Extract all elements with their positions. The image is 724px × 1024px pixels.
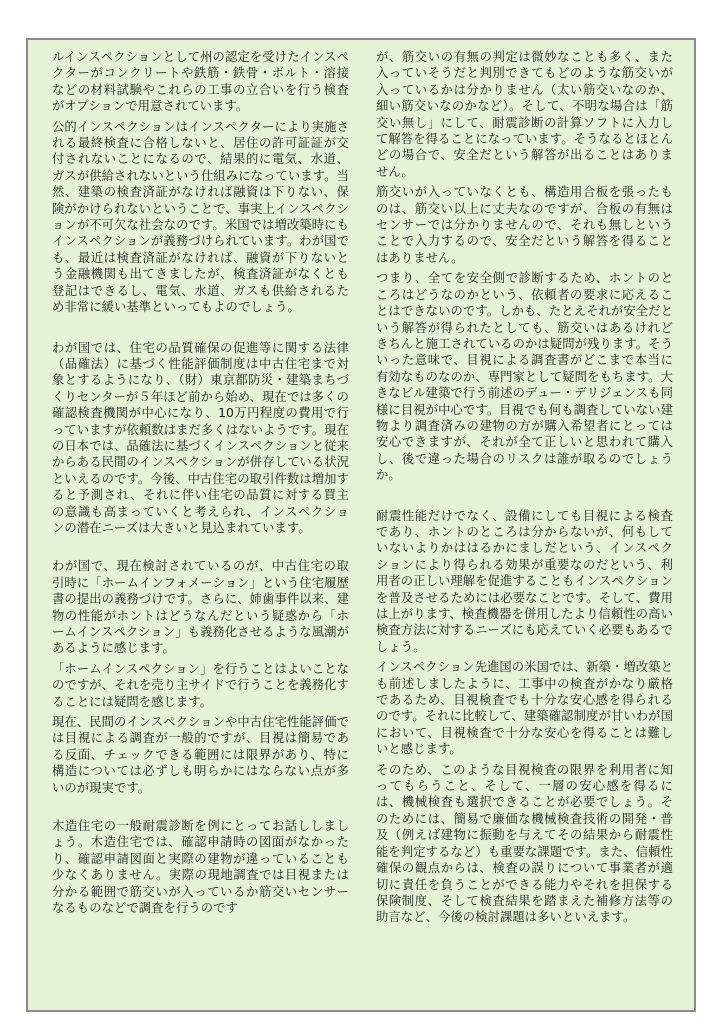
right-column	[376, 49, 673, 930]
paragraph: そのため、このような目視検査の限界を利用者に知ってもらうこと、そして、一層の安心感を得るには、機械検査も選択できることが必要でしょう。そのためには、簡易で廉価な機械検査技術の開発・普及（例えば建物に振動を与えてその結果から耐震性能を判定するなど）も重要な課題です。また、信頼性確保の観点からは、検査の誤りについて事業者が適切に責任を負うことができる能力やそれを担保する保険制度、そして検査結果を踏まえた補修方法等の助言など、今後の検討課題は多いといえます。	[376, 762, 673, 925]
paragraph: 公的インスペクションはインスペクターにより実施される最終検査に合格しないと、居住の許可証証が交付されないことになるので、結果的に電気、水道、ガスが供給されないという仕組みになっています。当然、建築の検査済証がなければ融資は下りない、保険がかけられないということで、事実上インスペクションが不可欠な社会なのです。米国では増改築時にもインスペクションが義務づけられています。わが国でも、最近は検査済証がなければ、融資が下りないとう金融機関も出てきましたが、検査済証がなくとも登記はできるし、電気、水道、ガスも供給されるため非常に緩い基準といってもよのでしょう。	[52, 119, 349, 315]
paragraph: つまり、全てを安全側で診断するため、ホントのところはどうなのかという、依頼者の要求に応えることはできないのです。しかも、たとえそれが安全だという解答が得られたとしても、筋交いはあるけれどきちんと施工されているのかは疑問が残ります。そういった意味で、目視による調査書がどこまで本当に有効なものなのか、専門家として疑問をもちます。大きなビル建築で行う前述のデュー・デリジェンスも同様に目視が中心です。目視でも何も調査していない建物より調査済みの建物の方が購入希望者にとっては安心できますが、それが全て正しいと思われて購入し、後で違った場合のリスクは誰が取るのでしょうか。	[376, 271, 673, 483]
paragraph: が、筋交いの有無の判定は微妙なことも多く、また入っていそうだと判別できてもどのような筋交いが入っているかは分かりません（太い筋交いなのか、細い筋交いなのかなど）。そして、不明な場合は「筋交い無し」にして、耐震診断の計算ソフトに入力して解答を得ることになっています。そうなるとほとんどの場合で、安全だという解答が出ることはありません。	[376, 50, 673, 179]
paragraph: 現在、民間のインスペクションや中古住宅性能評価では目視による調査が一般的ですが、目視は簡易である反面、チェックできる範囲には限界があり、特に構造については必ずしも明らかにはならない点が多いのが現実です。	[52, 715, 349, 795]
paragraph: わが国では、住宅の品質確保の促進等に関する法律（品確法）に基づく性能評価制度は中古住宅まで対象とするようになり、（財）東京都防災・建築まちづくりセンターが５年ほど前から始め、現在では多くの確認検査機関が中心になり、10万円程度の費用で行っていますが依頼数はまだ多くはないようです。現在の日本では、品確法に基づくインスペクションと従来からある民間のインスペクションが併存している状況といえるのです。今後、中古住宅の取引件数は増加すると予測され、それに伴い住宅の品質に対する買主の意識も高まっていくと考えられ、インスペクションの潜在ニーズは大きいと見込まれています。	[52, 340, 349, 535]
article-panel	[26, 38, 696, 1012]
paragraph: わが国で、現在検討されているのが、中古住宅の取引時に「ホームインフォメーション」という住宅履歴書の提出の義務づけです。さらに、姉歯事件以来、建物の性能がホントはどうなんだという疑惑から「ホームインスペクション」も義務化させるような風潮があるように感じます。	[52, 559, 349, 656]
paragraph: 「ホームインスペクション」を行うことはよいことなのですが、それを売り主サイドで行うことを義務化することには疑問を感じます。	[52, 661, 349, 709]
left-column	[52, 49, 349, 921]
paragraph: インスペクション先進国の米国では、新築・増改築とも前述しましたように、工事中の検査がかなり厳格であるため、目視検査でも十分な安心感を得られるのです。それに比較して、建築確認制度が甘いわが国において、目視検査で十分な安心を得ることは難しいと感じます。	[376, 660, 673, 757]
paragraph: ルインスペクションとして州の認定を受けたインスペクターがコンクリートや鉄筋・鉄骨・ボルト・溶接などの材料試験やこれらの工事の立合いを行う検査がオプションで用意されています。	[52, 50, 349, 114]
paragraph: 耐震性能だけでなく、設備にしても目視による検査であり、ホントのところは分からないが、何もしていないよりかははるかにましだという、インスペクションにより得られる効果が重要なのだという、利用者の正しい理解を促進することもインスペクションを普及させるためには必要なことです。そして、費用は上がります、検査機器を併用したより信頼性の高い検査方法に対するニーズにも応えていく必要もあるでしょう。	[376, 508, 673, 654]
paragraph: 筋交いが入っていなくとも、構造用合板を張ったものは、筋交い以上に丈夫なのですが、合板の有無はセンサーでは分かりませんので、それも無しということで入力するので、安全だという解答を得ることはありません。	[376, 185, 673, 265]
paragraph: 木造住宅の一般耐震診断を例にとってお話ししましょう。木造住宅では、確認申請時の図面がなかったり、確認申請図面と実際の建物が違っていることも少なくありません。実際の現地調査では目視または分かる範囲で筋交いが入っているか筋交いセンサーなるものなどで調査を行うのです	[52, 819, 349, 916]
